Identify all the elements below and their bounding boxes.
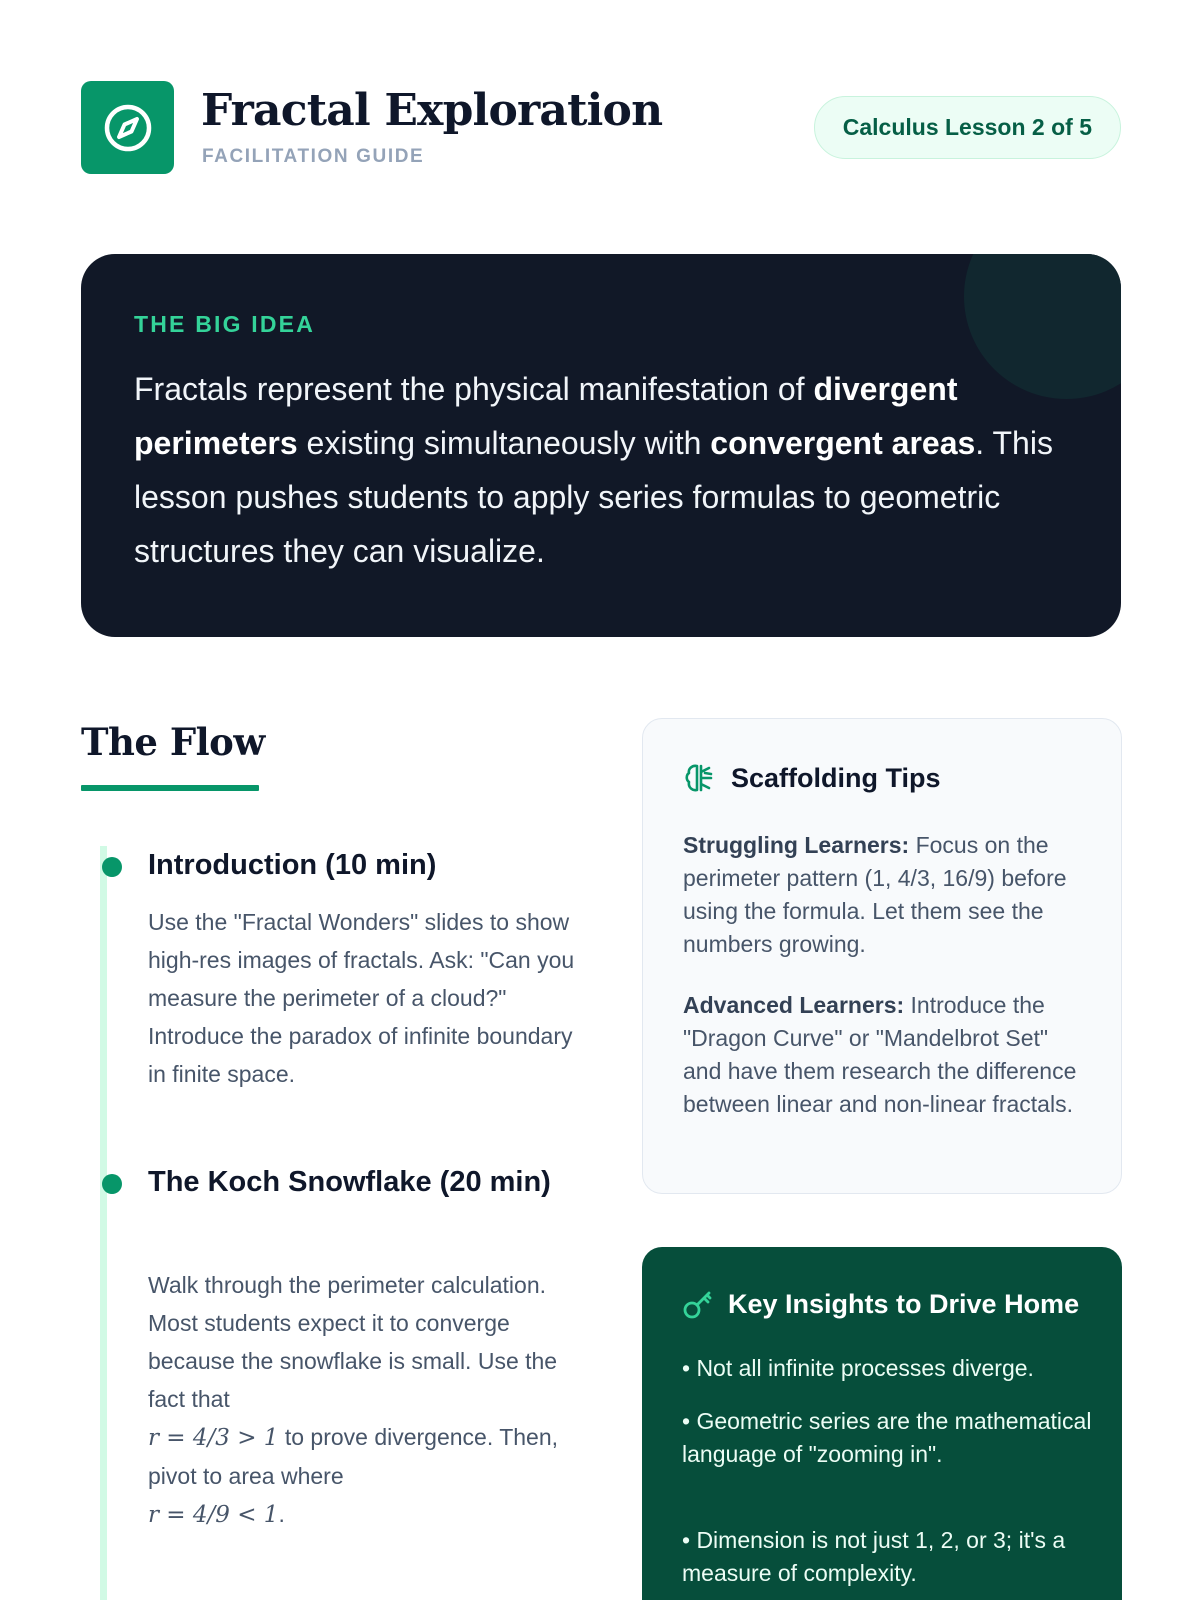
big-idea-emphasis: convergent areas — [710, 425, 976, 461]
step-title: The Koch Snowflake (20 min) — [148, 1166, 551, 1198]
page-header — [81, 81, 1121, 175]
scaffolding-tips-card — [642, 718, 1122, 1194]
scaffolding-title: Scaffolding Tips — [731, 762, 941, 793]
lesson-badge: Calculus Lesson 2 of 5 — [814, 96, 1121, 159]
insight-item: • Geometric series are the mathematical language of "zooming in". — [682, 1408, 1092, 1467]
flow-title-underline — [81, 785, 259, 791]
big-idea-label: THE BIG IDEA — [134, 311, 316, 337]
key-icon — [682, 1288, 714, 1320]
timeline-dot — [102, 857, 122, 877]
compass-icon — [102, 102, 154, 154]
big-idea-text-part: existing simultaneously with — [297, 425, 711, 461]
tip-label: Advanced Learners: — [683, 992, 905, 1018]
tip-text: Introduce the "Dragon Curve" or "Mandelbrot Set" and have them research the difference between linear and non-linear fractals. — [683, 992, 1077, 1117]
big-idea-emphasis: divergent perimeters — [134, 371, 958, 461]
page-title: Fractal Exploration — [201, 85, 663, 136]
key-insights-card — [642, 1247, 1122, 1600]
tip-text: Focus on the perimeter pattern (1, 4/3, 16/9) before using the formula. Let them see the numbers growing. — [683, 832, 1067, 957]
step-description — [148, 1266, 578, 1534]
logo — [81, 81, 174, 174]
step-description: Use the "Fractal Wonders" slides to show high-res images of fractals. Ask: "Can you measure the perimeter of a cloud?" Introduce the paradox of infinite boundary in finite space. — [148, 909, 575, 1087]
tip-label: Struggling Learners: — [683, 832, 910, 858]
scaffolding-header — [683, 762, 941, 794]
brain-icon — [683, 762, 715, 794]
insight-item: • Dimension is not just 1, 2, or 3; it's a measure of complexity. — [682, 1527, 1066, 1586]
flow-title: The Flow — [81, 720, 265, 764]
insight-item: • Not all infinite processes diverge. — [682, 1355, 1034, 1381]
timeline-dot — [102, 1174, 122, 1194]
scaffolding-tip — [683, 829, 1088, 961]
step-description-text: to prove divergence. Then, pivot to area where — [148, 1424, 559, 1489]
math-expression: r = 4/3 > 1 — [148, 1425, 279, 1451]
step-description-text: Walk through the perimeter calculation. Most students expect it to converge because the snowflake is small. Use the fact that — [148, 1272, 558, 1412]
math-expression: r = 4/9 < 1 — [148, 1502, 279, 1528]
insights-title: Key Insights to Drive Home — [728, 1288, 1080, 1319]
page-subtitle: FACILITATION GUIDE — [202, 146, 425, 167]
big-idea-card — [81, 254, 1121, 637]
big-idea-text-part: Fractals represent the physical manifestation of — [134, 371, 814, 407]
step-description-text: . — [278, 1501, 285, 1527]
big-idea-text — [134, 362, 1084, 578]
step-title: Introduction (10 min) — [148, 849, 437, 881]
scaffolding-tip — [683, 989, 1088, 1121]
big-idea-text-part: . This lesson pushes students to apply series formulas to geometric structures they can visualize. — [134, 425, 1053, 569]
insights-header — [682, 1288, 1079, 1320]
timeline-line — [100, 846, 107, 1600]
